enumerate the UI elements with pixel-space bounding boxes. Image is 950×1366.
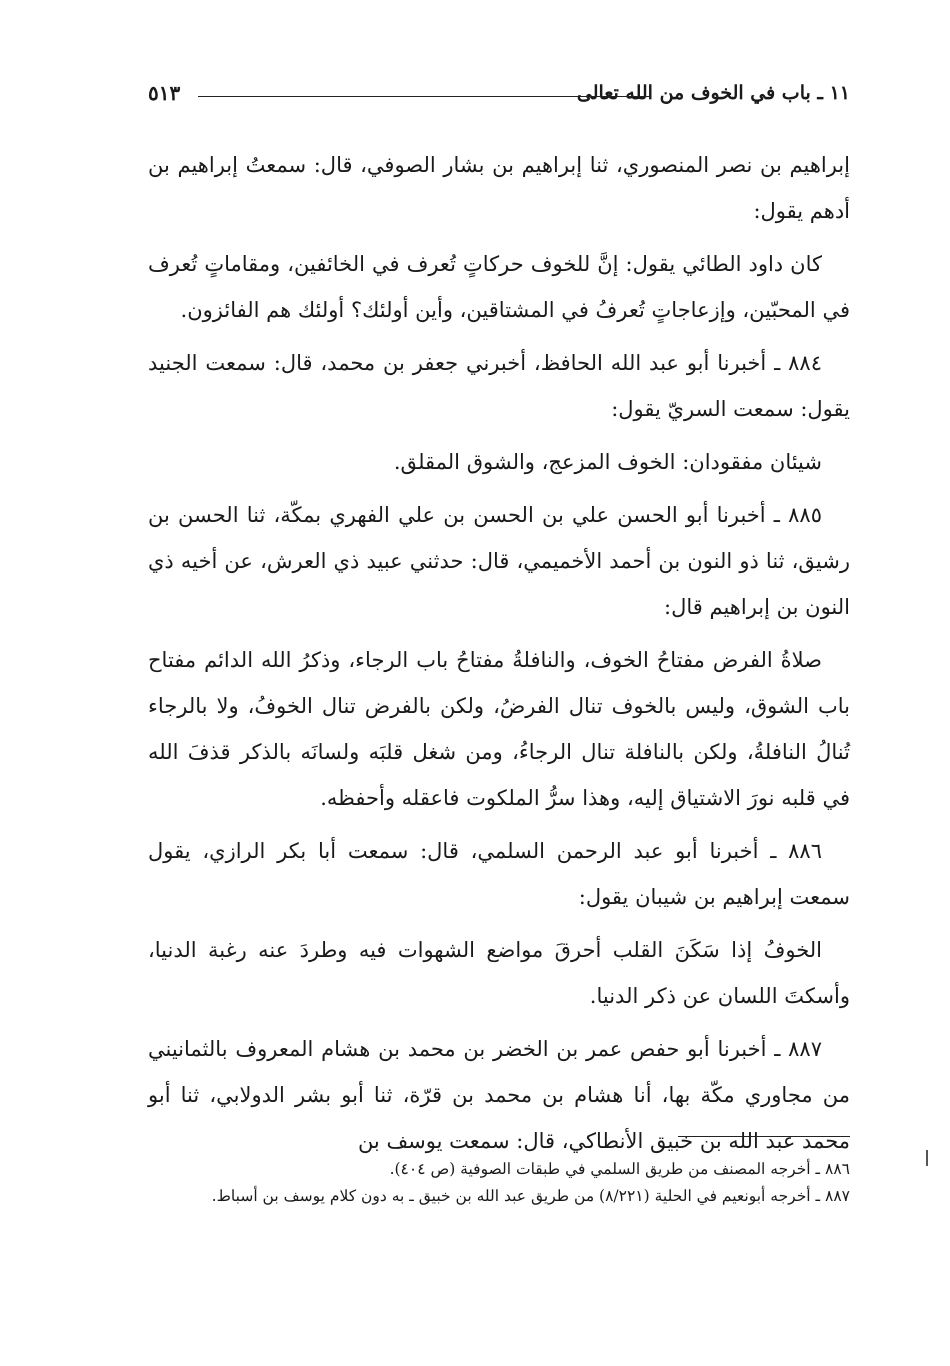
paragraph-quote-dawud: كان داود الطائي يقول: إنَّ للخوف حركاتٍ تُعرف في الخائفين، ومقاماتٍ تُعرف في المحبّين، وإزعاجاتٍ تُعرفُ في المشتاقين، وأين أولئك؟ أولئك هم الفائزون. [148,252,850,322]
paragraph-hadith-886: ٨٨٦ ـ أخبرنا أبو عبد الرحمن السلمي، قال: سمعت أبا بكر الرازي، يقول سمعت إبراهيم بن شيبان يقول: [148,839,850,909]
margin-mark [926,1150,928,1166]
footnote-887: ٨٨٧ ـ أخرجه أبونعيم في الحلية (٨/٢٢١) من طريق عبد الله بن خبيق ـ به دون كلام يوسف بن أسباط. [211,1187,850,1205]
paragraph-hadith-887: ٨٨٧ ـ أخبرنا أبو حفص عمر بن الخضر بن محمد بن هشام المعروف بالثمانيني من مجاوري مكّة بها، أنا هشام بن محمد بن قرّة، ثنا أبو بشر الدولابي، ثنا أبو محمد عبد الله بن خبيق الأنطاكي، قال: سمعت يوسف بن [148,1037,850,1153]
paragraph-quote-dhunnun: صلاةُ الفرض مفتاحُ الخوف، والنافلةُ مفتاحُ باب الرجاء، وذكرُ الله الدائم مفتاح باب الشوق، وليس بالخوف تنال الفرضُ، ولكن بالفرض تنال الخوفُ، ولا بالرجاء تُنالُ النافلةُ، ولكن بالنافلة تنال الرجاءُ، ومن شغل قلبَه ولسانَه بالذكر قذفَ الله في قلبه نورَ الاشتياق إليه، وهذا سرُّ الملكوت فاعقله وأحفظه. [148,648,850,810]
footnote-886: ٨٨٦ ـ أخرجه المصنف من طريق السلمي في طبقات الصوفية (ص ٤٠٤). [389,1160,850,1178]
main-text [148,142,850,1171]
page-number: ٥١٣ [148,81,181,105]
paragraph-hadith-884: ٨٨٤ ـ أخبرنا أبو عبد الله الحافظ، أخبرني جعفر بن محمد، قال: سمعت الجنيد يقول: سمعت السريّ يقول: [148,351,850,421]
chapter-title: ١١ ـ باب في الخوف من الله تعالى [576,82,850,104]
paragraph-quote-shayban: الخوفُ إذا سَكَنَ القلب أحرقَ مواضع الشهوات فيه وطردَ عنه رغبة الدنيا، وأسكتَ اللسان عن ذكر الدنيا. [148,938,850,1008]
header-rule [198,96,650,97]
running-header [148,78,850,112]
paragraph-isnad-continuation: إبراهيم بن نصر المنصوري، ثنا إبراهيم بن بشار الصوفي، قال: سمعتُ إبراهيم بن أدهم يقول: [148,153,850,223]
footnote-separator [678,1136,850,1137]
paragraph-hadith-885: ٨٨٥ ـ أخبرنا أبو الحسن علي بن الحسن بن علي الفهري بمكّة، ثنا الحسن بن رشيق، ثنا ذو النون بن أحمد الأخميمي، قال: حدثني عبيد ذي العرش، عن أخيه ذي النون بن إبراهيم قال: [148,503,850,619]
paragraph-quote-sari: شيئان مفقودان: الخوف المزعج، والشوق المقلق. [393,450,822,474]
footnotes [148,1156,850,1210]
